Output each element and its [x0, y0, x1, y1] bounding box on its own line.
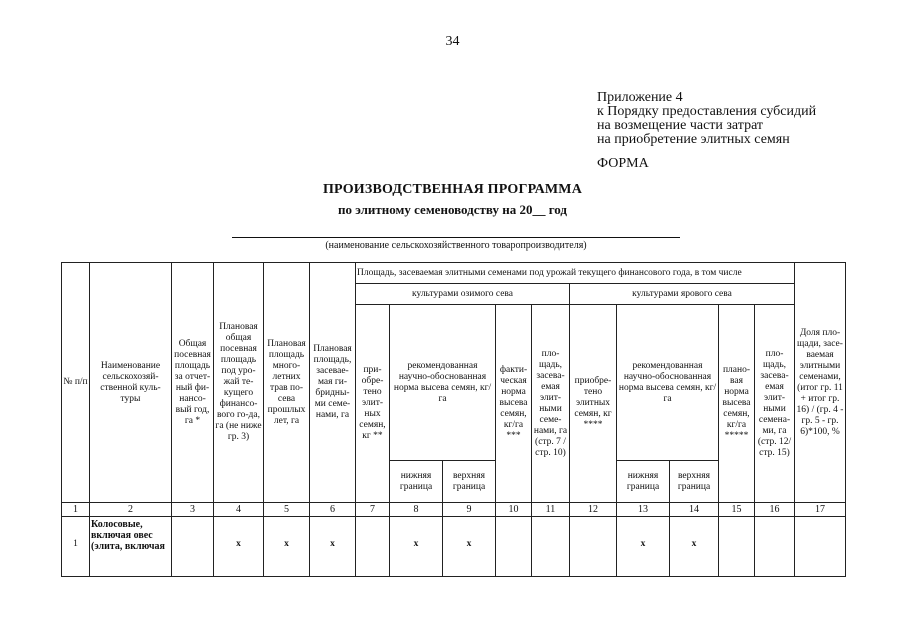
- column-number: 4: [214, 503, 264, 517]
- header-spring-elite-area: пло-щадь, засева-емая элит-ными семена-ми, га (стр. 12/ стр. 15): [755, 305, 795, 503]
- header-total-area-reporting: Общая посевная площадь за отчет-ный фи-нансо-вый год, га *: [172, 263, 214, 503]
- table-cell: [356, 517, 390, 577]
- document-subtitle: по элитному семеноводству на 20__ год: [337, 202, 568, 217]
- document-title: ПРОИЗВОДСТВЕННАЯ ПРОГРАММА: [322, 182, 583, 197]
- appendix-line: Приложение 4: [597, 90, 683, 105]
- header-winter-recommended-rate: рекомендованная научно-обоснованная норма высева семян, кг/га: [390, 305, 496, 461]
- column-number: 9: [443, 503, 496, 517]
- column-number: 12: [570, 503, 617, 517]
- header-spring-recommended-rate: рекомендованная научно-обоснованная норма высева семян, кг/га: [617, 305, 719, 461]
- table-cell: [570, 517, 617, 577]
- column-number: 2: [90, 503, 172, 517]
- table-row: [62, 517, 846, 577]
- x-mark: х: [310, 517, 356, 577]
- column-number: 10: [496, 503, 532, 517]
- column-number: 1: [62, 503, 90, 517]
- header-spring-purchased-seeds: приобре-тено элитных семян, кг ****: [570, 305, 617, 503]
- x-mark: х: [390, 517, 443, 577]
- row-number: 1: [62, 517, 90, 577]
- table-cell: [795, 517, 846, 577]
- column-number: 11: [532, 503, 570, 517]
- column-number: 7: [356, 503, 390, 517]
- x-mark: х: [443, 517, 496, 577]
- header-winter-elite-area: пло-щадь, засева-емая элит-ными семе-нами, га (стр. 7 / стр. 10): [532, 305, 570, 503]
- header-spring-planned-rate: плано-вая норма высева семян, кг/га *****: [719, 305, 755, 503]
- header-winter-actual-rate: факти-ческая норма высева семян, кг/га ***: [496, 305, 532, 503]
- header-spring-lower-bound: нижняя граница: [617, 461, 670, 503]
- header-winter-crops: культурами озимого сева: [356, 284, 570, 305]
- column-number: 8: [390, 503, 443, 517]
- crop-name-cell: Колосовые, включая овес (элита, включая: [90, 517, 172, 577]
- header-spring-upper-bound: верхняя граница: [670, 461, 719, 503]
- header-winter-purchased-seeds: при-обре-тено элит-ных семян, кг **: [356, 305, 390, 503]
- producer-caption: (наименование сельскохозяйственного товаропроизводителя): [325, 240, 587, 251]
- x-mark: х: [264, 517, 310, 577]
- x-mark: х: [670, 517, 719, 577]
- header-elite-share: Доля пло-щади, засе-ваемая элитными семенами, (итог гр. 11 + итог гр. 16) / (гр. 4 - гр. 5 - гр. 6)*100, %: [795, 263, 846, 503]
- page-number: 34: [445, 34, 460, 49]
- column-number: 13: [617, 503, 670, 517]
- column-number: 6: [310, 503, 356, 517]
- column-number: 15: [719, 503, 755, 517]
- header-planned-total-area: Плановая общая посевная площадь под уро-жай те-кущего финансо-вого го-да, га (не ниже гр. 3): [214, 263, 264, 503]
- production-program-table: [61, 262, 846, 577]
- header-spring-crops: культурами ярового сева: [570, 284, 795, 305]
- header-winter-lower-bound: нижняя граница: [390, 461, 443, 503]
- column-number: 14: [670, 503, 719, 517]
- column-number: 16: [755, 503, 795, 517]
- appendix-note: [597, 91, 816, 147]
- table-cell: [172, 517, 214, 577]
- x-mark: х: [214, 517, 264, 577]
- header-hybrid-seeds-area: Плановая площадь, засевае-мая ги-бридны-ми семе-нами, га: [310, 263, 356, 503]
- table-cell: [755, 517, 795, 577]
- header-perennial-grasses-area: Плановая площадь много-летних трав по-сева прошлых лет, га: [264, 263, 310, 503]
- appendix-line: к Порядку предоставления субсидий: [597, 104, 817, 119]
- form-label: ФОРМА: [597, 156, 649, 171]
- column-number: 17: [795, 503, 846, 517]
- column-number: 5: [264, 503, 310, 517]
- table-cell: [496, 517, 532, 577]
- column-number: 3: [172, 503, 214, 517]
- appendix-line: на приобретение элитных семян: [597, 132, 790, 147]
- appendix-line: на возмещение части затрат: [597, 118, 764, 133]
- x-mark: х: [617, 517, 670, 577]
- table-cell: [719, 517, 755, 577]
- producer-name-line: [232, 237, 680, 238]
- table-cell: [532, 517, 570, 577]
- header-elite-area-group: Площадь, засеваемая элитными семенами под урожай текущего финансового года, в том числе: [356, 263, 795, 284]
- header-row-number: № п/п: [62, 263, 90, 503]
- header-crop-name: Наименование сельскохозяй-ственной куль-туры: [90, 263, 172, 503]
- header-winter-upper-bound: верхняя граница: [443, 461, 496, 503]
